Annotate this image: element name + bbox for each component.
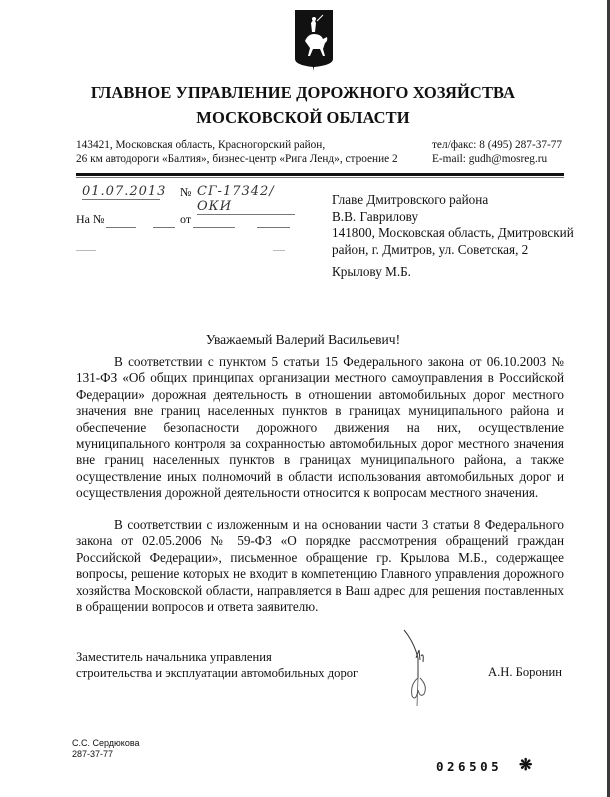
outgoing-number-handwritten: СГ-17342/ОКИ (197, 184, 295, 215)
paragraph-text: В соответствии с пунктом 5 статьи 15 Федерального закона от 06.10.2003 № 131-ФЗ «Об общих принципах организации местного самоуправления в Российской Федерации» дорожная деятельность в отношении автомобильных дорог местного значения вне границ населенных пунктов в границах муниципального района и обеспечение безопасности дорожного движения на них, осуществление муниципального контроля за сохранностью автомобильных дорог местного значения вне границ населенных пунктов в границах муниципального района, а также осуществление иных полномочий в области использования автомобильных дорог и осуществления дорожной деятельности относится к вопросам местного значения. (76, 354, 564, 501)
asterisk-mark-icon: ❋ (519, 757, 533, 774)
recipient-name: В.В. Гаврилову (332, 208, 419, 224)
reference-number-label: На № (76, 212, 105, 226)
email: E-mail: gudh@mosreg.ru (432, 153, 548, 165)
outgoing-date-handwritten: 01.07.2013 (82, 184, 167, 199)
organization-contacts (432, 138, 562, 166)
letter-paragraph-2 (76, 517, 564, 615)
executor-phone: 287-37-77 (72, 749, 114, 759)
signer-name: А.Н. Боронин (488, 665, 562, 679)
reference-date-blank (193, 227, 235, 228)
copy-recipient: Крылову М.Б. (332, 264, 411, 279)
organization-title-line2: МОСКОВСКОЙ ОБЛАСТИ (196, 108, 410, 127)
header-divider-thin (76, 177, 564, 178)
recipient-address-line1: 141800, Московская область, Дмитровский (332, 225, 574, 240)
signer-position (76, 649, 358, 681)
letter-paragraph-1 (76, 354, 564, 502)
recipient-block (332, 192, 574, 258)
recipient-address-line2: район, г. Дмитров, ул. Советская, 2 (332, 241, 529, 257)
reference-number-blank (106, 227, 136, 228)
paragraph-text: В соответствии с изложенным и на основании части 3 статьи 8 Федерального закона от 02.05.2006 № 59-ФЗ «О порядке рассмотрения обращений граждан Российской Федерации», письменное обращение гр. Крылова М.Б., содержащее вопросы, решение которых не входит в компетенцию Главного управления дорожного хозяйства Московской области, направляется в Ваш адрес для решения поставленных в обращении вопросов и ответа заявителю. (76, 517, 564, 615)
coat-of-arms-icon (293, 7, 335, 72)
signer-position-line2: строительства и эксплуатации автомобильных дорог (76, 666, 359, 680)
reference-date-blank-2 (257, 227, 290, 228)
outgoing-number-label: № (180, 185, 192, 199)
address-line2: 26 км автодороги «Балтия», бизнес-центр «Рига Ленд», строение 2 (76, 153, 398, 165)
header-divider (76, 173, 564, 176)
reference-number-blank-2 (153, 227, 175, 228)
margin-tick (273, 250, 285, 251)
organization-address (76, 138, 398, 166)
margin-tick (76, 250, 96, 251)
organization-title-line1: ГЛАВНОЕ УПРАВЛЕНИЕ ДОРОЖНОГО ХОЗЯЙСТВА (90, 83, 516, 102)
reference-date-label: от (180, 212, 192, 226)
handwritten-signature-icon (400, 628, 440, 708)
phone-fax: тел/факс: 8 (495) 287-37-77 (432, 139, 563, 151)
form-serial-number: 026505 (436, 759, 503, 774)
executor-name: С.С. Сердюкова (72, 738, 140, 748)
address-line1: 143421, Московская область, Красногорский район, (76, 139, 326, 151)
signer-position-line1: Заместитель начальника управления (76, 650, 272, 664)
executor-block (72, 738, 140, 760)
letter-greeting: Уважаемый Валерий Васильевич! (205, 332, 401, 347)
recipient-title: Главе Дмитровского района (332, 192, 489, 207)
